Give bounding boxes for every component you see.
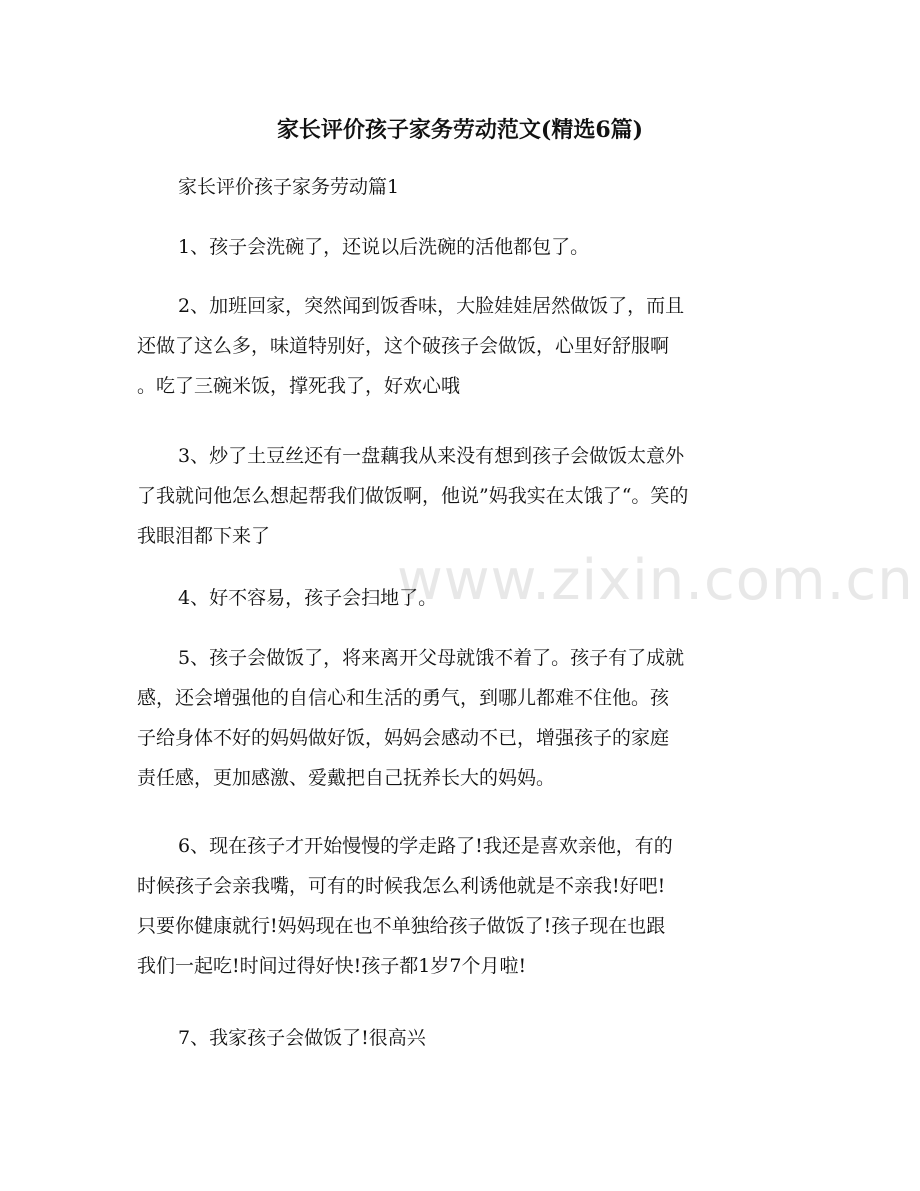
paragraph-line: 只要你健康就行!妈妈现在也不单独给孩子做饭了!孩子现在也跟 xyxy=(137,915,666,937)
paragraph-line: 感，还会增强他的自信心和生活的勇气，到哪儿都难不住他。孩 xyxy=(137,687,670,709)
paragraph-line: 我眼泪都下来了 xyxy=(137,525,271,547)
paragraph-line: 7、我家孩子会做饭了!很高兴 xyxy=(178,1027,426,1049)
section-heading: 家长评价孩子家务劳动篇1 xyxy=(178,176,400,198)
paragraph-5 xyxy=(137,638,787,798)
paragraph-line: 还做了这么多，味道特别好，这个破孩子会做饭，心里好舒服啊 xyxy=(137,335,670,357)
paragraph-line: 4、好不容易，孩子会扫地了。 xyxy=(178,587,438,609)
paragraph-2 xyxy=(137,286,787,406)
paragraph-4 xyxy=(137,578,787,618)
paragraph-6 xyxy=(137,826,787,986)
paragraph-line: 5、孩子会做饭了，将来离开父母就饿不着了。孩子有了成就 xyxy=(178,647,685,669)
paragraph-line: 6、现在孩子才开始慢慢的学走路了!我还是喜欢亲他，有的 xyxy=(178,835,673,857)
paragraph-line: 3、炒了土豆丝还有一盘藕我从来没有想到孩子会做饭太意外 xyxy=(178,445,685,467)
document-title: 家长评价孩子家务劳动范文(精选6篇) xyxy=(276,117,644,143)
paragraph-7 xyxy=(137,1018,787,1058)
watermark: www.zixin.com.cn xyxy=(397,548,914,613)
paragraph-line: 子给身体不好的妈妈做好饭，妈妈会感动不已，增强孩子的家庭 xyxy=(137,727,670,749)
paragraph-line: 了我就问他怎么想起帮我们做饭啊，他说”妈我实在太饿了“。笑的 xyxy=(137,485,689,507)
paragraph-line: 时候孩子会亲我嘴，可有的时候我怎么利诱他就是不亲我!好吧! xyxy=(137,875,666,897)
paragraph-1 xyxy=(137,227,787,267)
paragraph-line: 2、加班回家，突然闻到饭香味，大脸娃娃居然做饭了，而且 xyxy=(178,295,685,317)
paragraph-line: 。吃了三碗米饭，撑死我了，好欢心哦 xyxy=(137,375,461,397)
paragraph-3 xyxy=(137,436,787,556)
paragraph-line: 责任感，更加感激、爱戴把自己抚养长大的妈妈。 xyxy=(137,767,556,789)
paragraph-line: 我们一起吃!时间过得好快!孩子都1岁7个月啦! xyxy=(137,955,527,977)
paragraph-line: 1、孩子会洗碗了，还说以后洗碗的活他都包了。 xyxy=(178,236,590,258)
